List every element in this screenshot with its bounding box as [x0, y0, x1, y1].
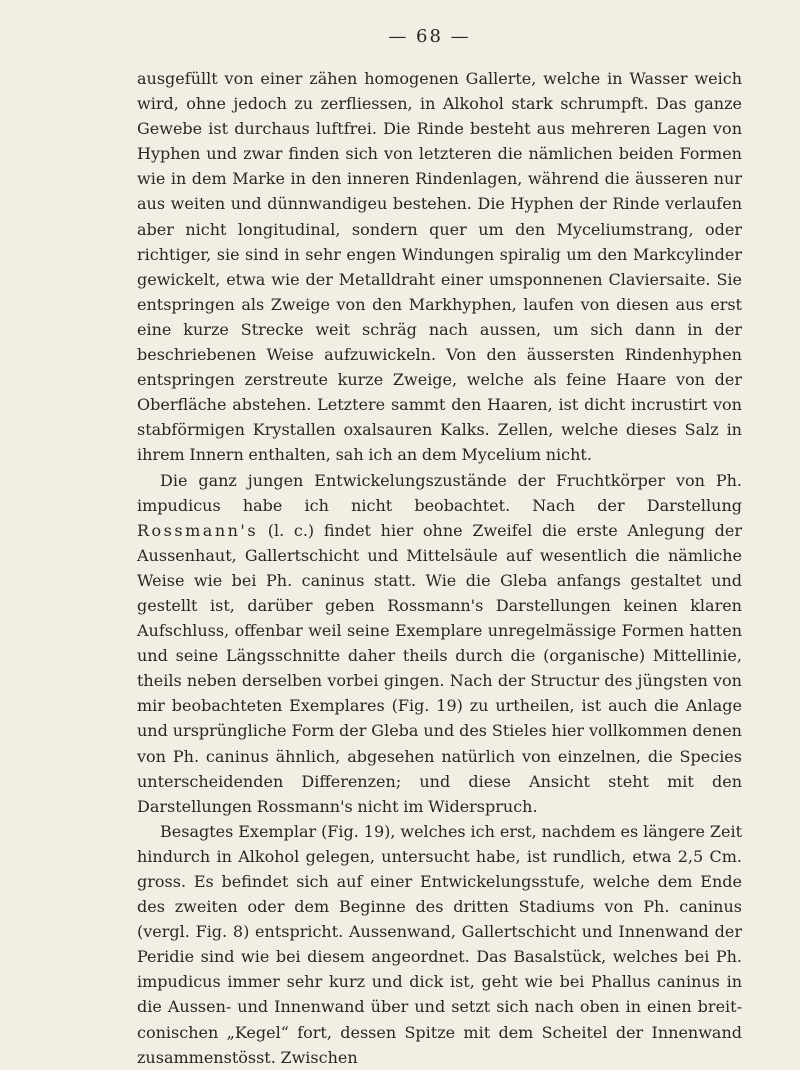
paragraph-2: [137, 468, 742, 819]
paragraph-3: Besagtes Exemplar (Fig. 19), welches ich erst, nachdem es längere Zeit hindurch in Alkohol gelegen, untersucht habe, ist rundlich, etwa 2,5 Cm. gross. Es befindet sich auf einer Entwickelungsstufe, welche dem Ende des zweiten oder dem Beginne des dritten Stadiums von Ph. caninus (vergl. Fig. 8) entspricht. Aussenwand, Gallertschicht und Innenwand der Peridie sind wie bei diesem angeordnet. Das Basalstück, welches bei Ph. impudicus immer sehr kurz und dick ist, geht wie bei Phallus caninus in die Aussen- und Innenwand über und setzt sich nach oben in einen breit-conischen „Kegel“ fort, dessen Spitze mit dem Scheitel der Innenwand zusammenstösst. Zwischen: [137, 821, 742, 1067]
body-text: [137, 66, 742, 1070]
paragraph-2-part-2: (l. c.) findet hier ohne Zweifel die erste Anlegung der Aussenhaut, Gallertschicht und Mittelsäule auf wesentlich die nämliche Weise wie bei Ph. caninus statt. Wie die Gleba anfangs gestaltet und gestellt ist, darüber geben Rossmann's Darstellungen keinen klaren Aufschluss, offenbar weil seine Exemplare unregelmässige Formen hatten und seine Längsschnitte daher theils durch die (organische) Mittellinie, theils neben derselben vorbei gingen. Nach der Structur des jüngsten von mir beobachteten Exemplares (Fig. 19) zu urtheilen, ist auch die Anlage und ursprüngliche Form der Gleba und des Stieles hier vollkommen denen von Ph. caninus ähnlich, abgesehen natürlich von einzelnen, die Species unterscheidenden Differenzen; und diese Ansicht steht mit den Darstellungen Rossmann's nicht im Widerspruch.: [137, 520, 742, 816]
author-name-rossmann: Rossmann's: [137, 520, 259, 540]
page-number-header: — 68 —: [388, 26, 471, 47]
paragraph-2-part-1: Die ganz jungen Entwickelungszustände der Fruchtkörper von Ph. impudicus habe ich nicht beobachtet. Nach der Darstellung: [137, 470, 742, 515]
paragraph-1: ausgefüllt von einer zähen homogenen Gallerte, welche in Wasser weich wird, ohne jedoch zu zerfliessen, in Alkohol stark schrumpft. Das ganze Gewebe ist durchaus luftfrei. Die Rinde besteht aus mehreren Lagen von Hyphen und zwar finden sich von letzteren die nämlichen beiden Formen wie in dem Marke in den inneren Rindenlagen, während die äusseren nur aus weiten und dünnwandigeu bestehen. Die Hyphen der Rinde verlaufen aber nicht longitudinal, sondern quer um den Myceliumstrang, oder richtiger, sie sind in sehr engen Windungen spiralig um den Markcylinder gewickelt, etwa wie der Metalldraht einer umsponnenen Claviersaite. Sie entspringen als Zweige von den Markhyphen, laufen von diesen aus erst eine kurze Strecke weit schräg nach aussen, um sich dann in der beschriebenen Weise aufzuwickeln. Von den äussersten Rindenhyphen entspringen zerstreute kurze Zweige, welche als feine Haare von der Oberfläche abstehen. Letztere sammt den Haaren, ist dicht incrustirt von stabförmigen Krystallen oxalsauren Kalks. Zellen, welche dieses Salz in ihrem Innern enthalten, sah ich an dem Mycelium nicht.: [137, 69, 742, 465]
